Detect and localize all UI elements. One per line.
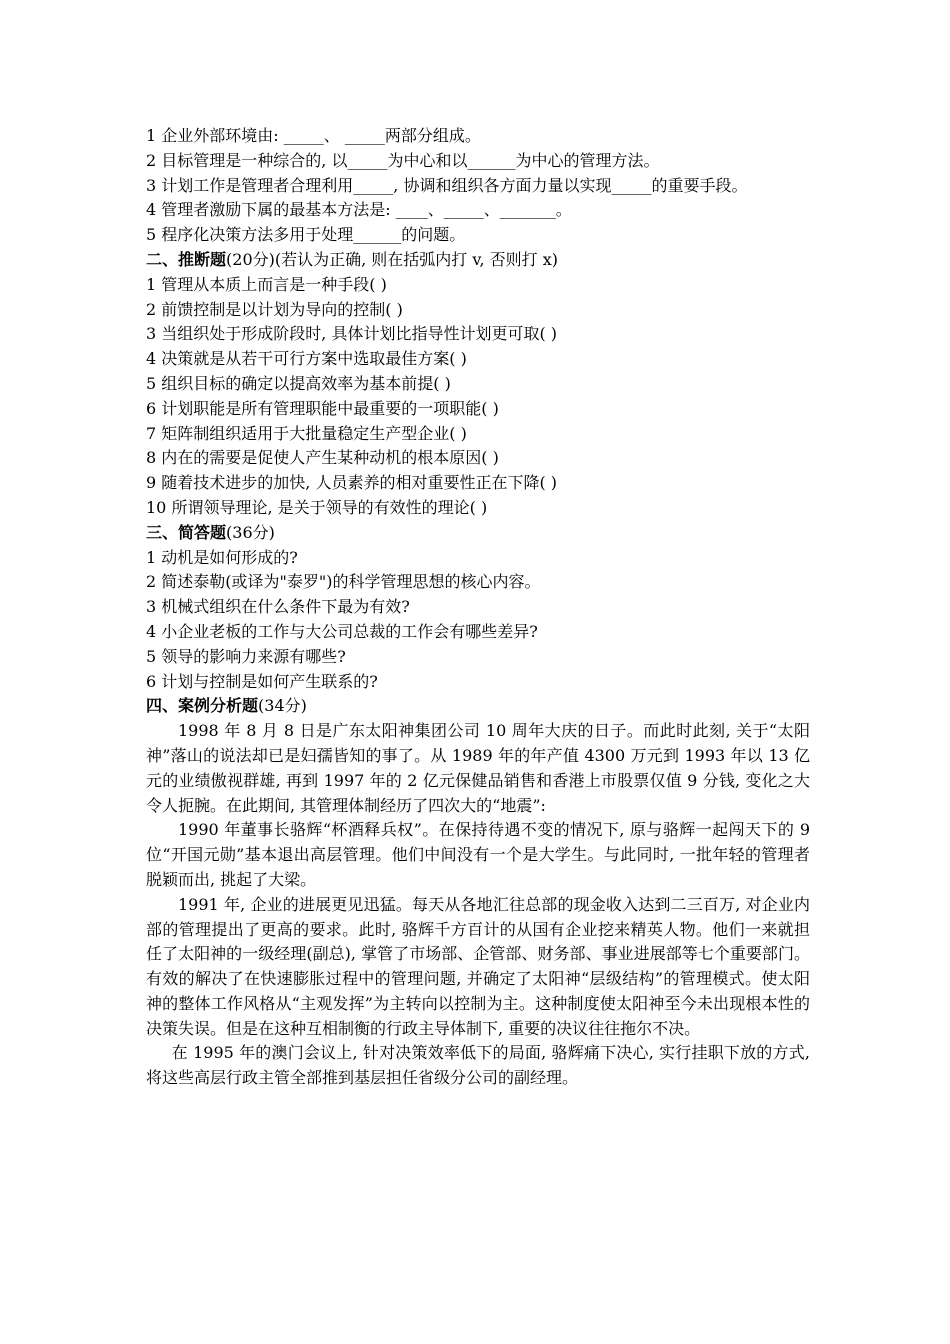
judgement-question: 6 计划职能是所有管理职能中最重要的一项职能( )	[146, 398, 499, 418]
section-note: (34分)	[258, 696, 307, 716]
judgement-question: 5 组织目标的确定以提高效率为基本前提( )	[146, 373, 451, 393]
short-answer-question: 1 动机是如何形成的?	[146, 547, 298, 567]
section-title: 四、案例分析题	[146, 696, 259, 716]
fill-in-question-1: 1 企业外部环境由: _____、 _____两部分组成。	[146, 126, 481, 145]
short-answer-question: 3 机械式组织在什么条件下最为有效?	[146, 597, 410, 617]
case-analysis-section	[146, 694, 810, 1091]
short-answer-question: 4 小企业老板的工作与大公司总裁的工作会有哪些差异?	[146, 621, 538, 641]
judgement-question: 7 矩阵制组织适用于大批量稳定生产型企业( )	[146, 423, 467, 443]
judgement-question: 1 管理从本质上而言是一种手段( )	[146, 274, 387, 294]
section-heading	[146, 521, 810, 546]
section-title: 三、简答题	[146, 522, 227, 542]
fill-in-question-5: 5 程序化决策方法多用于处理______的问题。	[146, 225, 466, 245]
short-answer-question: 2 简述泰勒(或译为"泰罗")的科学管理思想的核心内容。	[146, 572, 541, 592]
case-paragraph: 1990 年董事长骆辉“杯酒释兵权”。在保持待遇不变的情况下, 原与骆辉一起闯天下的 9 位“开国元勋”基本退出高层管理。他们中间没有一个是大学生。与此同时, 一批年轻的管理者脱颖而出, 挑起了大梁。	[146, 820, 810, 889]
judgement-question: 2 前馈控制是以计划为导向的控制( )	[146, 299, 403, 319]
judgement-question: 10 所谓领导理论, 是关于领导的有效性的理论( )	[146, 497, 488, 517]
document-page	[146, 124, 810, 1091]
judgement-question: 3 当组织处于形成阶段时, 具体计划比指导性计划更可取( )	[146, 324, 558, 344]
judgement-question: 9 随着技术进步的加快, 人员素养的相对重要性正在下降( )	[146, 473, 558, 493]
judgement-question: 8 内在的需要是促使人产生某种动机的根本原因( )	[146, 448, 499, 468]
fill-in-section	[146, 124, 810, 248]
case-paragraph: 1998 年 8 月 8 日是广东太阳神集团公司 10 周年大庆的日子。而此时此刻, 关于“太阳神”落山的说法却已是妇孺皆知的事了。从 1989 年的年产值 4300 万元到 1993 年以 13 亿元的业绩傲视群雄, 再到 1997 年的 2 亿元保健品销售和香港上市股票仅值 9 分钱, 变化之大令人扼腕。在此期间, 其管理体制经历了四次大的“地震”:	[146, 721, 810, 815]
short-answer-section	[146, 521, 810, 695]
section-note: (20分)(若认为正确, 则在括弧内打 v, 否则打 x)	[226, 249, 559, 269]
judgement-question: 4 决策就是从若干可行方案中选取最佳方案( )	[146, 349, 467, 369]
fill-in-question-2: 2 目标管理是一种综合的, 以_____为中心和以______为中心的管理方法。	[146, 150, 660, 170]
short-answer-question: 5 领导的影响力来源有哪些?	[146, 646, 346, 666]
short-answer-question: 6 计划与控制是如何产生联系的?	[146, 671, 378, 691]
case-paragraph: 在 1995 年的澳门会议上, 针对决策效率低下的局面, 骆辉痛下决心, 实行挂职下放的方式, 将这些高层行政主管全部推到基层担任省级分公司的副经理。	[146, 1043, 810, 1088]
section-heading	[146, 248, 810, 273]
case-paragraph: 1991 年, 企业的进展更见迅猛。每天从各地汇往总部的现金收入达到二三百万, 对企业内部的管理提出了更高的要求。此时, 骆辉千方百计的从国有企业挖来精英人物。他们一来就担任了太阳神的一级经理(副总), 掌管了市场部、企管部、财务部、事业进展部等七个重要部门。有效的解决了在快速膨胀过程中的管理问题, 并确定了太阳神“层级结构”的管理模式。使太阳神的整体工作风格从“主观发挥”为主转向以控制为主。这种制度使太阳神至今未出现根本性的决策失误。但是在这种互相制衡的行政主导体制下, 重要的决议往往拖尔不决。	[146, 894, 810, 1038]
section-heading	[146, 694, 810, 719]
section-title: 二、推断题	[146, 249, 227, 269]
fill-in-question-3: 3 计划工作是管理者合理利用_____, 协调和组织各方面力量以实现_____的重要手段。	[146, 175, 748, 195]
section-note: (36分)	[226, 522, 275, 542]
judgement-section	[146, 248, 810, 521]
fill-in-question-4: 4 管理者激励下属的最基本方法是: ____、_____、_______。	[146, 200, 572, 220]
